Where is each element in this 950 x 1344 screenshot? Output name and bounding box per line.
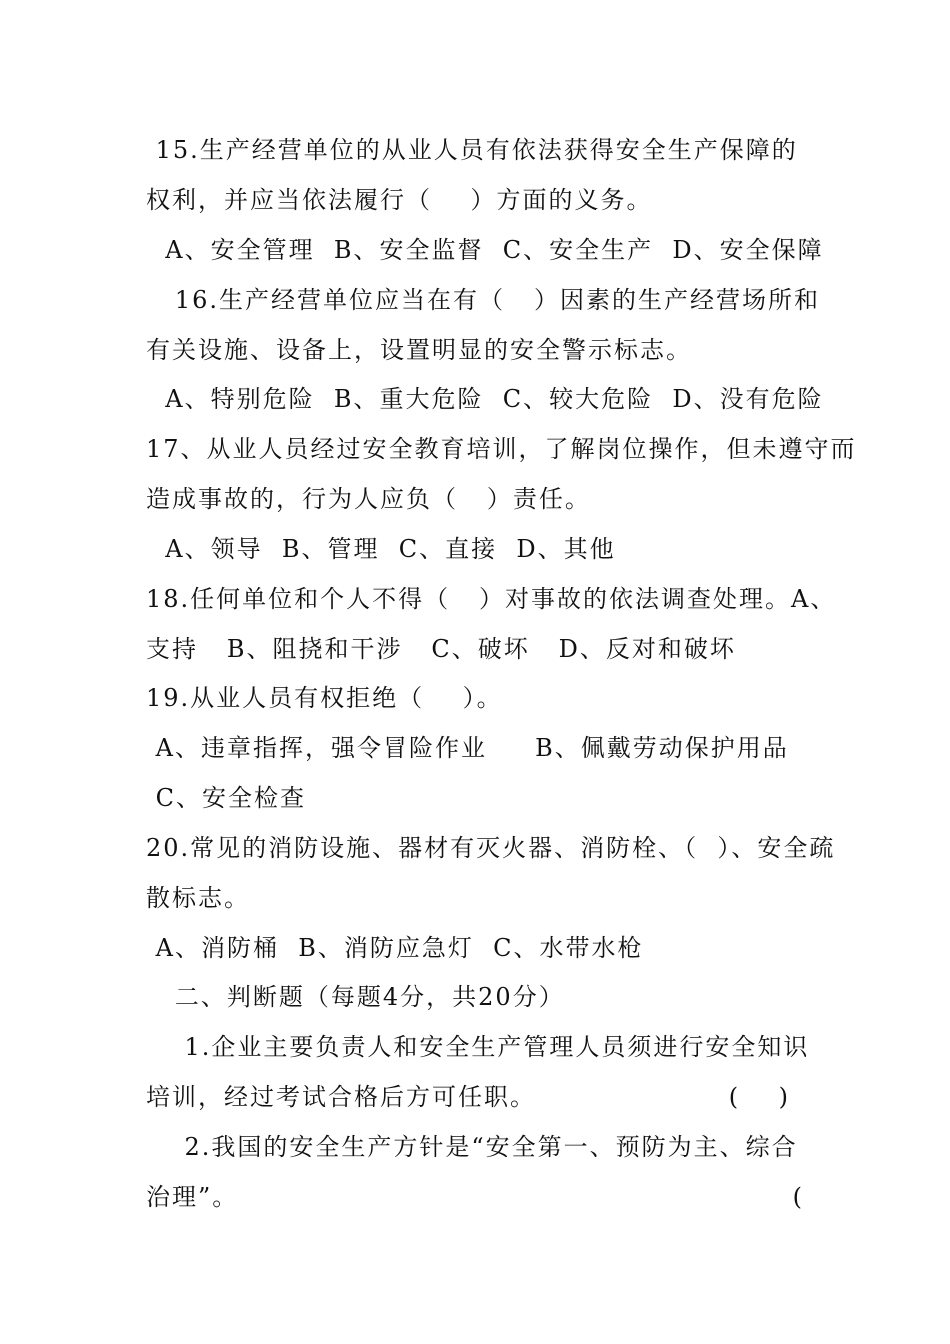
q17-line1: 17、从业人员经过安全教育培训，了解岗位操作，但未遵守而 <box>146 435 857 463</box>
q17-line2: 造成事故的，行为人应负（ ）责任。 <box>146 485 591 513</box>
q16-line2: 有关设施、设备上，设置明显的安全警示标志。 <box>146 336 692 364</box>
q19-option-c: C、安全检查 <box>146 784 306 812</box>
q20-options: A、消防桶 B、消防应急灯 C、水带水枪 <box>146 934 644 962</box>
section2-heading: 二、判断题（每题4分，共20分） <box>146 983 565 1011</box>
q19-line1: 19.从业人员有权拒绝（ ）。 <box>146 684 503 712</box>
j2-line1: 2.我国的安全生产方针是“安全第一、预防为主、综合 <box>146 1133 798 1161</box>
q20-line1: 20.常见的消防设施、器材有灭火器、消防栓、（ ）、安全疏 <box>146 834 836 862</box>
j1-line1: 1.企业主要负责人和安全生产管理人员须进行安全知识 <box>146 1033 810 1061</box>
q16-options: A、特别危险 B、重大危险 C、较大危险 D、没有危险 <box>146 385 824 413</box>
q15-options: A、安全管理 B、安全监督 C、安全生产 D、安全保障 <box>146 236 824 264</box>
q19-option-ab: A、违章指挥，强令冒险作业 B、佩戴劳动保护用品 <box>146 734 789 762</box>
q15-line1: 15.生产经营单位的从业人员有依法获得安全生产保障的 <box>146 136 798 164</box>
j2-line2-row <box>146 1172 810 1222</box>
q15-line2: 权利，并应当依法履行（ ）方面的义务。 <box>146 186 653 214</box>
j2-answer-paren: ( <box>792 1183 804 1211</box>
j1-answer-paren: ( ) <box>728 1083 790 1111</box>
j2-line2: 治理”。 <box>146 1183 239 1211</box>
j1-line2: 培训，经过考试合格后方可任职。 <box>146 1083 536 1111</box>
j1-line2-row <box>146 1072 810 1122</box>
q16-line1: 16.生产经营单位应当在有（ ）因素的生产经营场所和 <box>146 286 820 314</box>
q18-line1: 18.任何单位和个人不得（ ）对事故的依法调查处理。A、 <box>146 585 837 613</box>
q20-line2: 散标志。 <box>146 884 250 912</box>
q17-options: A、领导 B、管理 C、直接 D、其他 <box>146 535 616 563</box>
q18-line2: 支持 B、阻挠和干涉 C、破坏 D、反对和破坏 <box>146 635 736 663</box>
